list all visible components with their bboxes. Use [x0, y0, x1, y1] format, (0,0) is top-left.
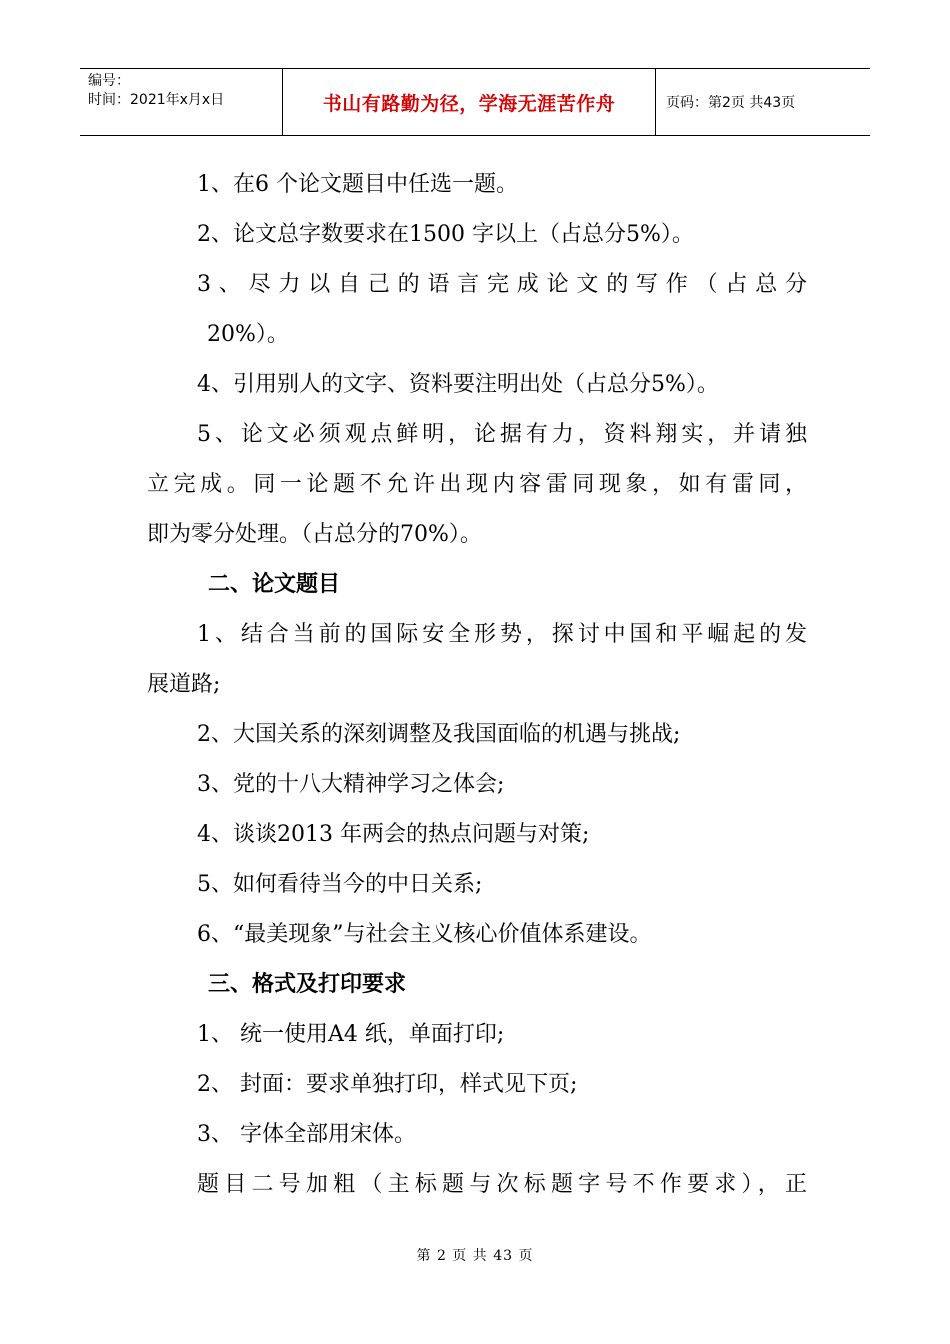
requirement-line: 立完成。同一论题不允许出现内容雷同现象，如有雷同， [147, 472, 807, 497]
header-motto: 书山有路勤为径，学海无涯苦作舟 [283, 69, 656, 135]
requirement-line: 2、论文总字数要求在1500 字以上（占总分5%）。 [197, 222, 694, 247]
format-line: 题目二号加粗（主标题与次标题字号不作要求），正 [197, 1172, 807, 1197]
requirement-line: 3、尽力以自己的语言完成论文的写作（占总分 [197, 272, 807, 297]
topic-line: 6、“最美现象”与社会主义核心价值体系建设。 [197, 922, 652, 947]
page-footer: 第 2 页 共 43 页 [416, 1248, 534, 1264]
format-line: 2、 封面：要求单独打印，样式见下页; [197, 1072, 578, 1097]
requirement-line: 1、在6 个论文题目中任选一题。 [197, 172, 518, 197]
requirement-line: 20%）。 [207, 322, 289, 347]
page-header [80, 68, 870, 136]
header-number-label: 编号： [88, 73, 130, 89]
requirement-line: 即为零分处理。（占总分的70%）。 [147, 522, 482, 547]
topic-line: 5、如何看待当今的中日关系; [197, 872, 483, 897]
section-heading-format: 三、格式及打印要求 [208, 972, 407, 997]
topic-line: 展道路; [147, 672, 221, 697]
header-meta [80, 69, 283, 135]
requirement-line: 4、引用别人的文字、资料要注明出处（占总分5%）。 [197, 372, 719, 397]
topic-line: 3、党的十八大精神学习之体会; [197, 772, 505, 797]
requirement-line: 5、论文必须观点鲜明，论据有力，资料翔实，并请独 [197, 422, 807, 447]
format-line: 1、 统一使用A4 纸，单面打印; [197, 1022, 505, 1047]
format-line: 3、 字体全部用宋体。 [197, 1122, 416, 1147]
topic-line: 1、结合当前的国际安全形势，探讨中国和平崛起的发 [197, 622, 807, 647]
topic-line: 2、大国关系的深刻调整及我国面临的机遇与挑战; [197, 722, 681, 747]
header-page-info: 页码：第2页 共43页 [666, 95, 796, 111]
topic-line: 4、谈谈2013 年两会的热点问题与对策; [197, 822, 590, 847]
header-time-label: 时间：2021年x月x日 [88, 92, 225, 108]
section-heading-topics: 二、论文题目 [208, 572, 341, 597]
